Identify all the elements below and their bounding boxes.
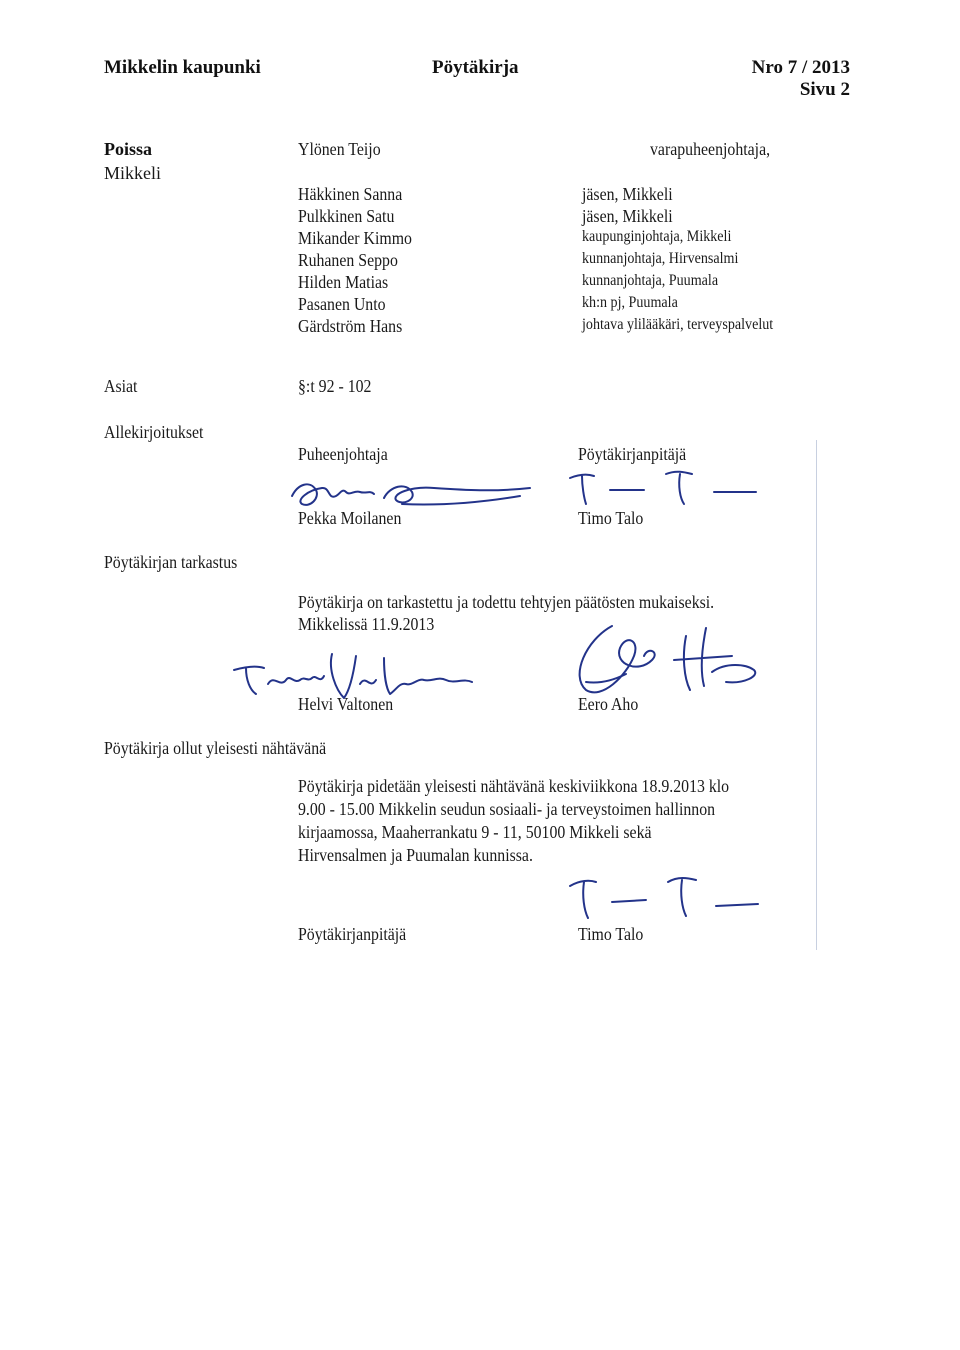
reviewer1-name: Helvi Valtonen (298, 694, 394, 714)
secretary-signature (566, 464, 766, 514)
review-label: Pöytäkirjan tarkastus (104, 552, 238, 572)
secretary-title: Pöytäkirjanpitäjä (578, 444, 687, 464)
chair-title: Puheenjohtaja (298, 444, 388, 464)
absent-role: kunnanjohtaja, Hirvensalmi (582, 250, 739, 267)
absent-role: johtava ylilääkäri, terveyspalvelut (582, 316, 774, 333)
display-line: Pöytäkirja pidetään yleisesti nähtävänä keskiviikkona 18.9.2013 klo (298, 776, 730, 796)
display-line: Hirvensalmen ja Puumalan kunnissa. (298, 845, 533, 865)
absent-sublabel: Mikkeli (104, 163, 161, 183)
document-type: Pöytäkirja (432, 57, 519, 78)
absent-first-name: Ylönen Teijo (298, 139, 381, 159)
signatures-label: Allekirjoitukset (104, 422, 204, 442)
absent-name: Hilden Matias (298, 272, 389, 292)
absent-role: jäsen, Mikkeli (582, 206, 673, 226)
reviewer2-signature (556, 616, 776, 700)
absent-name: Mikander Kimmo (298, 228, 412, 248)
absent-name: Gärdström Hans (298, 316, 403, 336)
scan-edge-line (816, 440, 817, 950)
absent-role: kunnanjohtaja, Puumala (582, 272, 719, 289)
reviewer2-name: Eero Aho (578, 694, 639, 714)
secretary-name: Timo Talo (578, 508, 644, 528)
absent-name: Pulkkinen Satu (298, 206, 395, 226)
absent-label: Poissa (104, 139, 153, 159)
absent-role: jäsen, Mikkeli (582, 184, 673, 204)
page-number: Sivu 2 (799, 79, 850, 100)
display-line: kirjaamossa, Maaherrankatu 9 - 11, 50100 Mikkeli sekä (298, 822, 652, 842)
display-line: 9.00 - 15.00 Mikkelin seudun sosiaali- ja terveystoimen hallinnon (298, 799, 716, 819)
absent-role: kh:n pj, Puumala (582, 294, 678, 311)
absent-name: Ruhanen Seppo (298, 250, 398, 270)
display-secretary-signature (566, 872, 766, 928)
absent-name: Häkkinen Sanna (298, 184, 403, 204)
chair-name: Pekka Moilanen (298, 508, 402, 528)
absent-first-role: varapuheenjohtaja, (650, 139, 771, 159)
absent-role: kaupunginjohtaja, Mikkeli (582, 228, 732, 245)
document-number: Nro 7 / 2013 (751, 57, 850, 78)
org-name: Mikkelin kaupunki (104, 57, 261, 78)
review-place-date: Mikkelissä 11.9.2013 (298, 614, 435, 634)
display-label: Pöytäkirja ollut yleisesti nähtävänä (104, 738, 327, 758)
absent-name: Pasanen Unto (298, 294, 386, 314)
review-statement: Pöytäkirja on tarkastettu ja todettu tehtyjen päätösten mukaiseksi. (298, 592, 715, 612)
items-value: §:t 92 - 102 (298, 376, 372, 396)
items-label: Asiat (104, 376, 138, 396)
display-secretary-name: Timo Talo (578, 924, 644, 944)
display-secretary-title: Pöytäkirjanpitäjä (298, 924, 407, 944)
